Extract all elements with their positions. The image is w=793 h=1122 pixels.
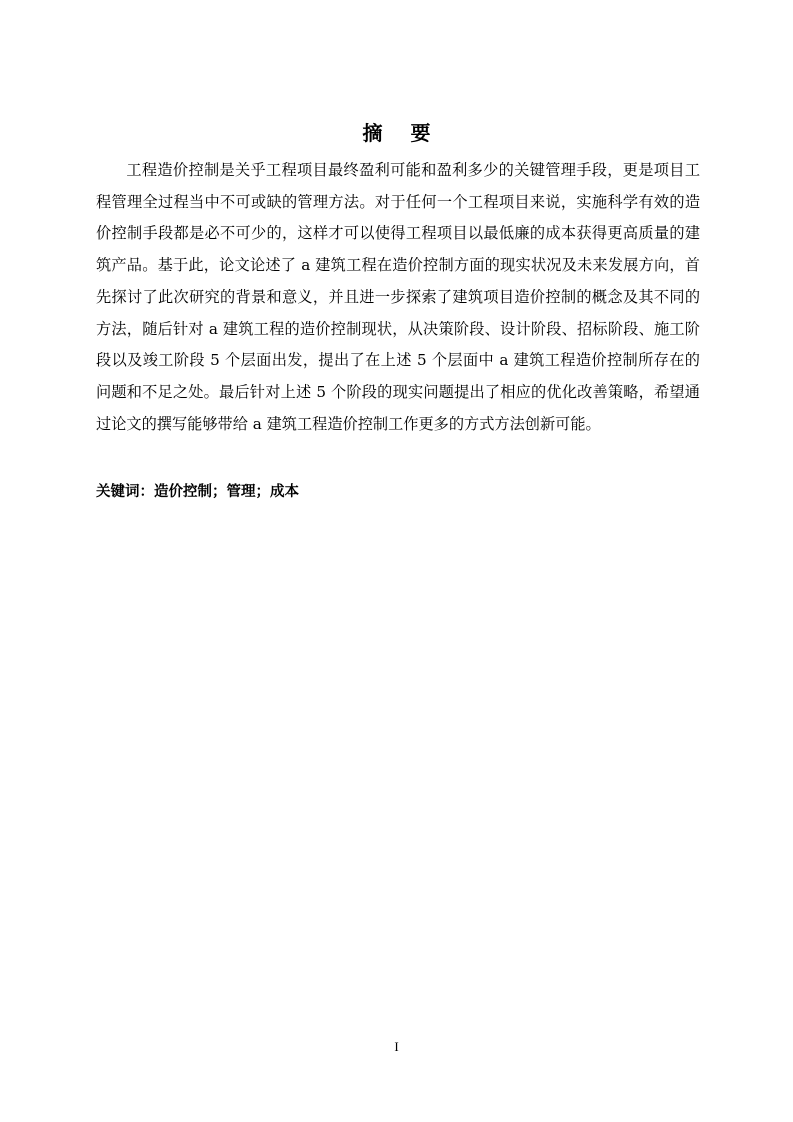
keywords-text: 造价控制；管理；成本 (154, 484, 299, 500)
abstract-title: 摘要 (362, 121, 459, 145)
page-number: I (394, 1039, 399, 1054)
abstract-paragraph: 工程造价控制是关乎工程项目最终盈利可能和盈利多少的关键管理手段，更是项目工程管理全过程当中不可或缺的管理方法。对于任何一个工程项目来说，实施科学有效的造价控制手段都是必不可少的，这样才可以使得工程项目以最低廉的成本获得更高质量的建筑产品。基于此，论文论述了 a 建筑工程在造价控制方面的现实状况及未来发展方向，首先探讨了此次研究的背景和意义，并且进一步探索了建筑项目造价控制的概念及其不同的方法，随后针对 a 建筑工程的造价控制现状，从决策阶段、设计阶段、招标阶段、施工阶段以及竣工阶段 5 个层面出发，提出了在上述 5 个层面中 a 建筑工程造价控制所存在的问题和不足之处。最后针对上述 5 个阶段的现实问题提出了相应的优化改善策略，希望通过论文的撰写能够带给 a 建筑工程造价控制工作更多的方式方法创新可能。 (96, 161, 700, 433)
keywords-line (96, 480, 700, 504)
keywords-label: 关键词： (96, 484, 154, 500)
